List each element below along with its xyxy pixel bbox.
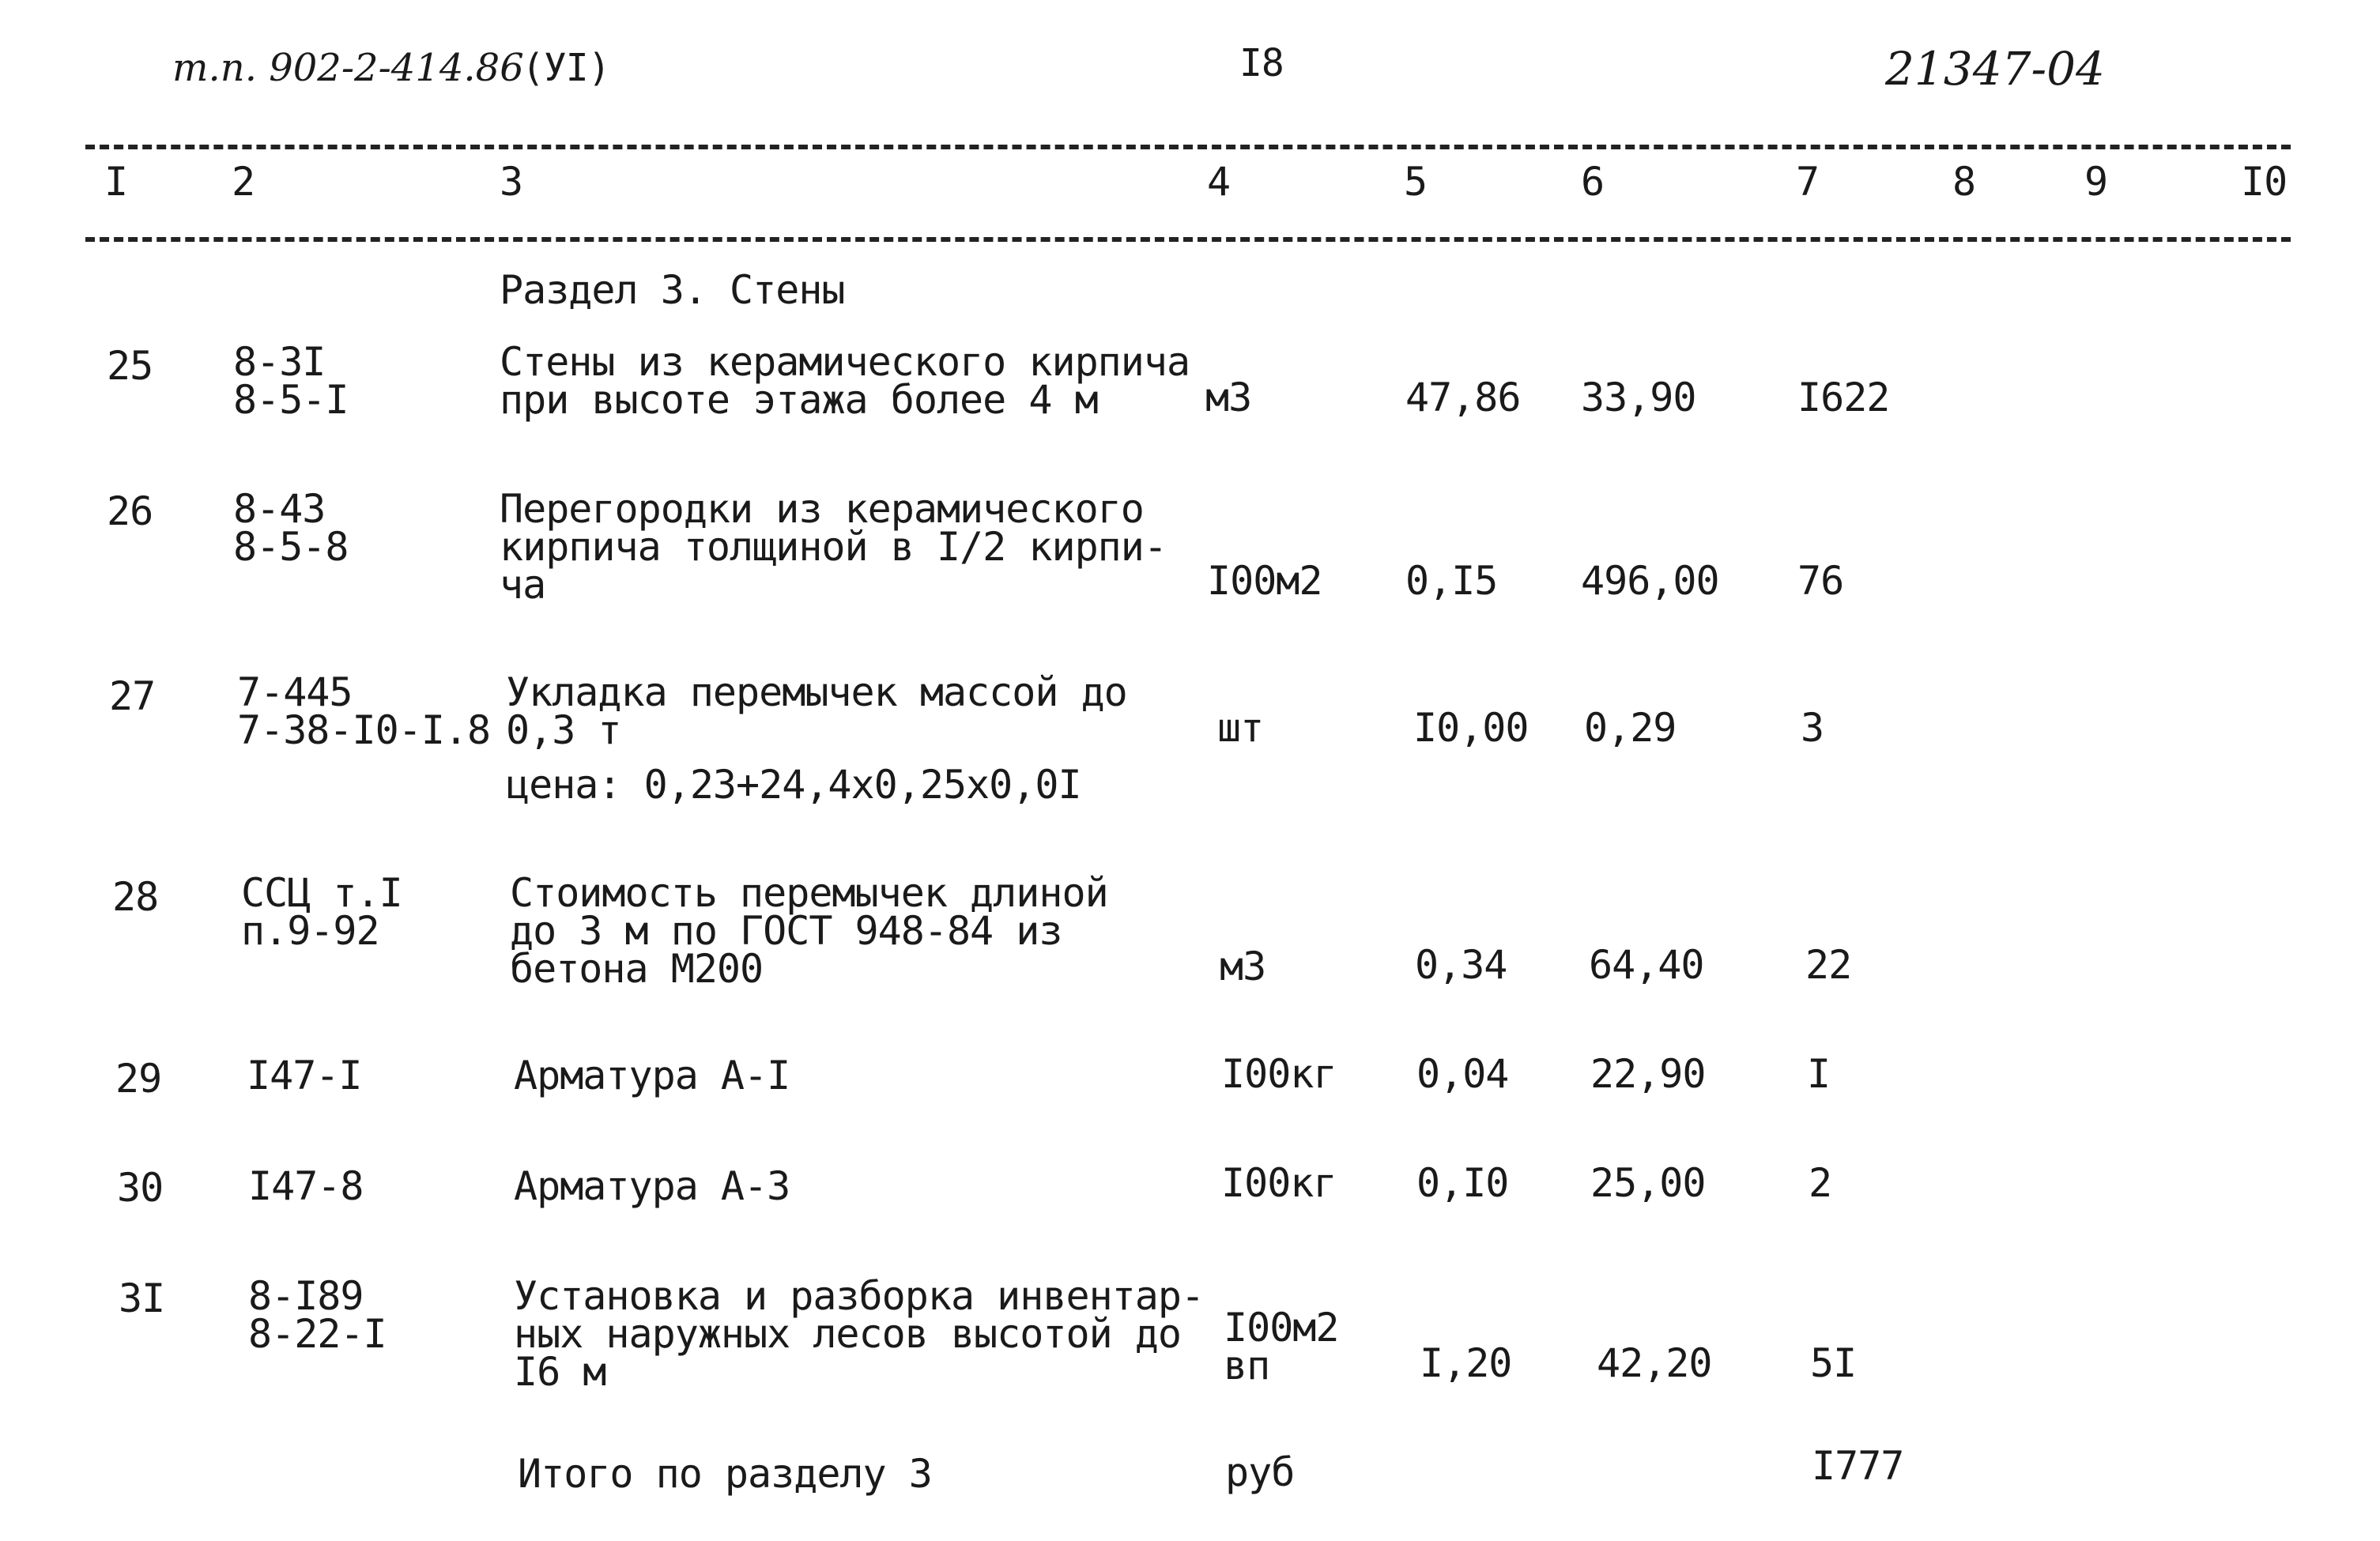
- row-26-unit: I00м2: [1207, 558, 1322, 604]
- row-29-description: Арматура А-I: [514, 1053, 790, 1098]
- col-header-10: I0: [2241, 159, 2288, 205]
- row-28-quantity: 0,34: [1415, 942, 1507, 988]
- header-bottom-rule: [85, 237, 2291, 242]
- row-30-quantity: 0,I0: [1416, 1160, 1509, 1206]
- row-29-unit: I00кг: [1221, 1051, 1337, 1097]
- col-header-2: 2: [232, 159, 255, 205]
- row-30-total: 2: [1809, 1160, 1832, 1206]
- row-31-description: Установка и разборка инвентар- ных наружных лесов высотой до I6 м: [514, 1273, 1205, 1395]
- row-27-description: Укладка перемычек массой до 0,3 т: [506, 669, 1127, 753]
- row-28-unit: м3: [1220, 944, 1266, 989]
- col-header-9: 9: [2084, 159, 2108, 205]
- row-28-price: 64,40: [1589, 942, 1704, 988]
- row-25-total: I622: [1797, 375, 1890, 420]
- row-25-code: 8-3I 8-5-I: [233, 339, 349, 423]
- album-number: (УI): [522, 46, 610, 90]
- row-31-unit: I00м2 вп: [1224, 1305, 1339, 1388]
- row-26-quantity: 0,I5: [1405, 558, 1498, 604]
- row-29-code: I47-I: [247, 1053, 362, 1098]
- row-27-quantity: I0,00: [1413, 705, 1529, 751]
- row-31-quantity: I,20: [1420, 1340, 1512, 1386]
- row-27-price-note: цена: 0,23+24,4х0,25х0,0I: [506, 762, 1081, 808]
- section-title: Раздел 3. Стены: [500, 267, 845, 313]
- row-27-code: 7-445 7-38-I0-I.8: [237, 669, 491, 753]
- row-30-unit: I00кг: [1221, 1160, 1337, 1206]
- row-26-total: 76: [1797, 558, 1844, 604]
- row-31-code: 8-I89 8-22-I: [248, 1273, 387, 1357]
- row-29-quantity: 0,04: [1416, 1051, 1509, 1097]
- page-number: I8: [1239, 41, 1284, 85]
- col-header-3: 3: [500, 159, 523, 205]
- row-30-description: Арматура А-3: [514, 1163, 790, 1209]
- row-28-description: Стоимость перемычек длиной до 3 м по ГОСТ 948-84 из бетона М200: [510, 870, 1108, 992]
- row-30-code: I47-8: [248, 1163, 364, 1209]
- row-31-price: 42,20: [1597, 1340, 1712, 1386]
- row-25-description: Стены из керамического кирпича при высоте этажа более 4 м: [500, 339, 1190, 423]
- col-header-6: 6: [1581, 159, 1605, 205]
- row-29-price: 22,90: [1590, 1051, 1706, 1097]
- col-header-4: 4: [1207, 159, 1231, 205]
- row-27-price: 0,29: [1584, 705, 1677, 751]
- doc-reference: т.п. 902-2-414.86: [172, 46, 524, 90]
- row-28-number: 28: [112, 874, 159, 920]
- col-header-7: 7: [1796, 159, 1820, 205]
- section-total-label: Итого по разделу 3: [518, 1451, 932, 1497]
- row-26-code: 8-43 8-5-8: [233, 486, 349, 570]
- row-25-price: 33,90: [1581, 375, 1696, 420]
- col-header-8: 8: [1952, 159, 1976, 205]
- row-30-price: 25,00: [1590, 1160, 1706, 1206]
- section-total-value: I777: [1812, 1443, 1904, 1489]
- col-header-1: I: [104, 159, 128, 205]
- row-28-total: 22: [1805, 942, 1852, 988]
- row-30-number: 30: [117, 1165, 164, 1211]
- row-26-price: 496,00: [1581, 558, 1719, 604]
- header-top-rule: [85, 145, 2291, 149]
- row-28-code: ССЦ т.I п.9-92: [241, 870, 402, 954]
- col-header-5: 5: [1404, 159, 1428, 205]
- row-27-unit: шт: [1217, 705, 1264, 751]
- row-26-description: Перегородки из керамического кирпича толщиной в I/2 кирпи- ча: [500, 486, 1167, 608]
- row-25-unit: м3: [1205, 375, 1252, 420]
- row-31-total: 5I: [1810, 1340, 1857, 1386]
- row-25-number: 25: [107, 343, 153, 389]
- row-29-number: 29: [115, 1056, 162, 1102]
- row-26-number: 26: [107, 488, 153, 534]
- row-27-number: 27: [109, 673, 156, 719]
- section-total-unit: руб: [1225, 1449, 1295, 1495]
- stamp-number: 21347-04: [1885, 42, 2105, 96]
- row-29-total: I: [1807, 1051, 1831, 1097]
- row-31-number: 3I: [119, 1275, 165, 1321]
- row-25-quantity: 47,86: [1405, 375, 1521, 420]
- row-27-total: 3: [1801, 705, 1824, 751]
